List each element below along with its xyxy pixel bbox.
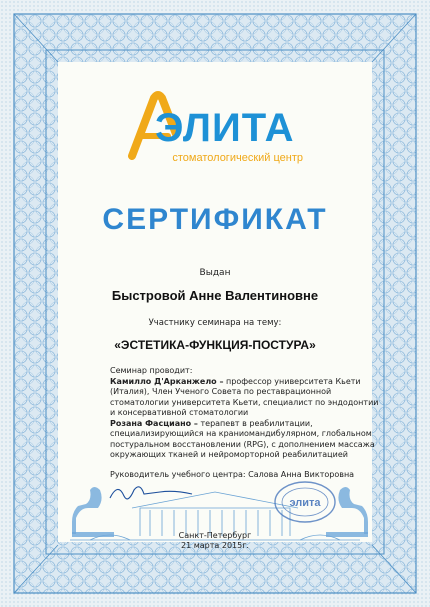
signature-icon: [100, 478, 200, 506]
recipient-name: Быстровой Анне Валентиновне: [111, 288, 319, 303]
stamp-icon: [270, 478, 340, 538]
stamp-text: элита: [289, 497, 321, 509]
logo-wordmark: ЭЛИТА: [155, 106, 295, 150]
city: Санкт-Петербург: [178, 531, 252, 540]
lecturer-2-description: терапевт в реабилитации, специализирующийся на краниомандибулярном, глобальном постуральном восстановлении (RPG), с дополнением массажа окружающих тканей и нейроморторной реабилитацией: [110, 418, 375, 459]
lecturer-2-name: Розана Фасциано –: [110, 418, 198, 428]
logo-subtitle: стоматологический центр: [172, 152, 303, 164]
lecturer-1: [110, 377, 380, 419]
issue-date: 21 марта 2015г.: [181, 541, 249, 550]
seminar-description: [110, 366, 380, 461]
head-name: Салова Анна Викторовна: [248, 470, 355, 479]
seminar-topic: «ЭСТЕТИКА-ФУНКЦИЯ-ПОСТУРА»: [114, 338, 316, 352]
lecturer-1-description: профессор университета Кьети (Италия), Член Ученого Совета по реставрационной стоматологии университета Кьети, специалист по эндодонтии и консервативной стоматологии: [110, 376, 379, 417]
head-label: Руководитель учебного центра:: [110, 470, 246, 479]
certificate-title: СЕРТИФИКАТ: [102, 203, 328, 236]
participant-label: Участнику семинара на тему:: [148, 318, 282, 328]
lecturer-2: [110, 419, 380, 461]
issued-label: Выдан: [199, 268, 231, 278]
place-and-date: [0, 531, 430, 551]
seminar-intro: Семинар проводит:: [110, 366, 193, 375]
lecturer-1-name: Камилло Д'Арканжело –: [110, 376, 224, 386]
